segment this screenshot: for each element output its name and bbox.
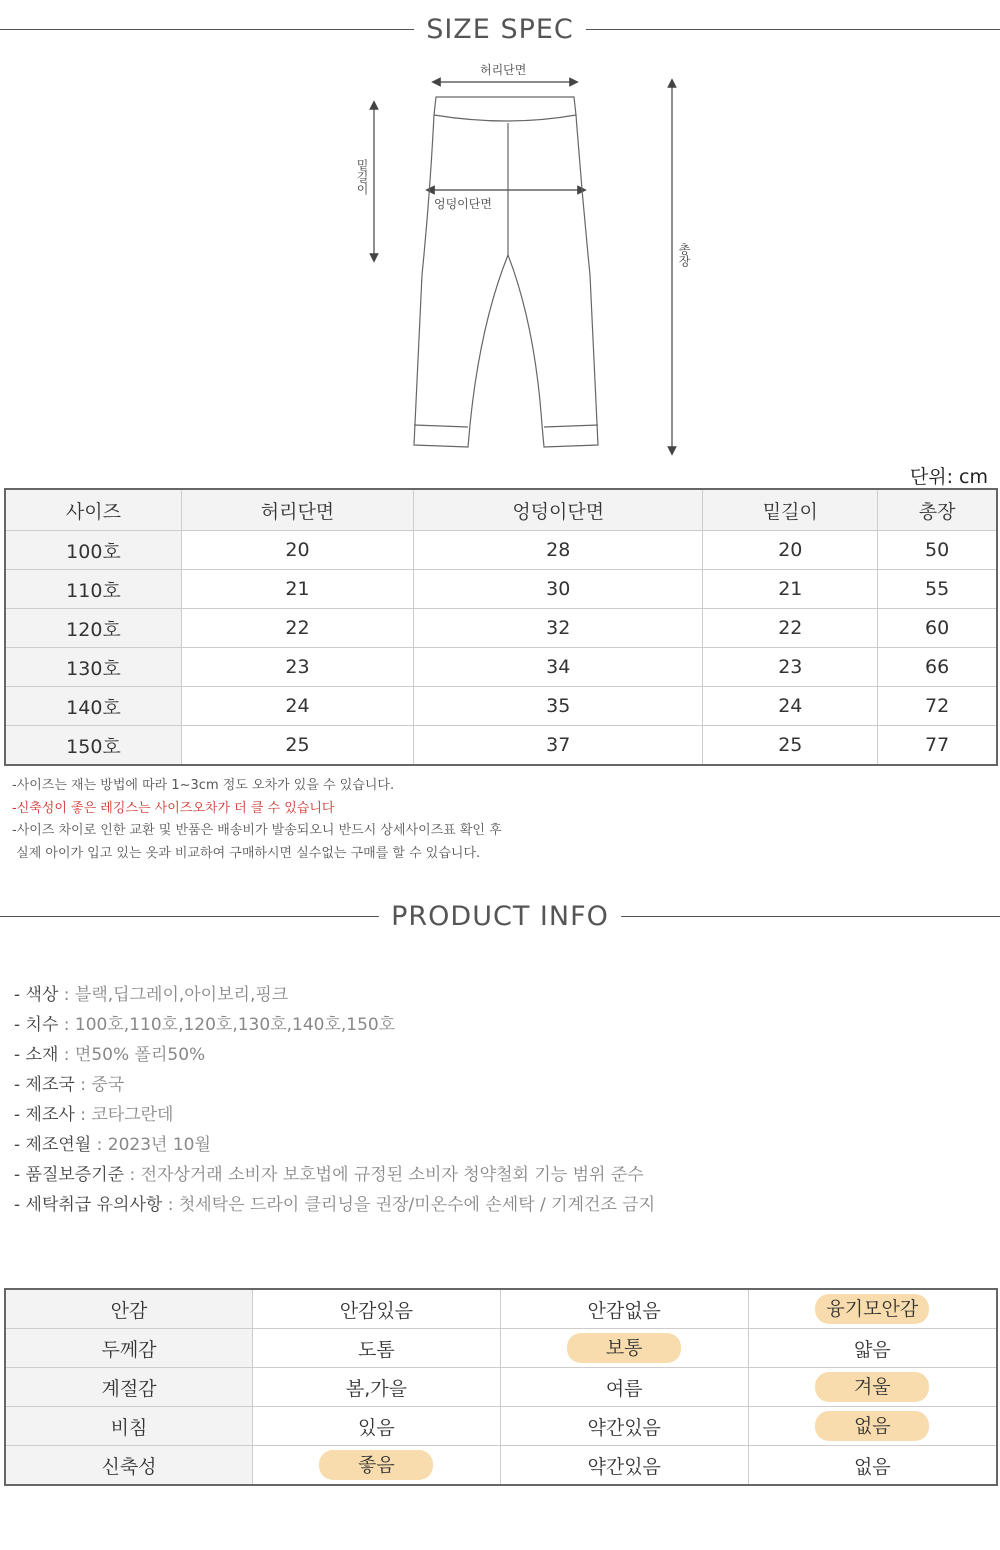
feature-option <box>500 1446 748 1486</box>
value-cell: 32 <box>414 609 703 648</box>
info-value: : 면50% 폴리50% <box>58 1045 206 1065</box>
option-text: 안감없음 <box>587 1299 661 1322</box>
value-cell: 66 <box>878 648 997 687</box>
header-cell: 엉덩이단면 <box>414 489 703 531</box>
note-line-warning: -신축성이 좋은 레깅스는 사이즈오차가 더 클 수 있습니다 <box>12 800 335 816</box>
waist-label: 허리단면 <box>480 63 527 77</box>
product-info-header <box>0 897 1000 937</box>
note-line: -사이즈는 재는 방법에 따라 1~3cm 정도 오차가 있을 수 있습니다. <box>12 778 395 793</box>
info-value: : 중국 <box>74 1075 125 1095</box>
feature-option <box>253 1289 501 1329</box>
unit-label: 단위: cm <box>909 466 988 488</box>
product-info-title: PRODUCT INFO <box>379 901 621 932</box>
size-table-header <box>5 489 997 531</box>
option-text: 봄,가을 <box>345 1377 407 1400</box>
info-item <box>14 980 655 1010</box>
info-item <box>14 1130 655 1160</box>
table-row <box>5 726 997 766</box>
value-cell: 55 <box>878 570 997 609</box>
value-cell: 28 <box>414 531 703 570</box>
info-item <box>14 1070 655 1100</box>
size-cell: 120호 <box>5 609 181 648</box>
option-text: 안감있음 <box>339 1299 414 1322</box>
feature-row <box>5 1329 997 1368</box>
feature-label: 비침 <box>5 1407 253 1446</box>
value-cell: 77 <box>878 726 997 766</box>
feature-option <box>748 1446 997 1486</box>
value-cell: 30 <box>414 570 703 609</box>
feature-row <box>5 1446 997 1486</box>
length-label: 총장 <box>677 243 691 267</box>
header-cell: 총장 <box>878 489 997 531</box>
feature-label: 신축성 <box>5 1446 253 1486</box>
info-key: - 제조연월 <box>14 1135 92 1155</box>
feature-label: 계절감 <box>5 1368 253 1407</box>
option-text: 약간있음 <box>587 1455 661 1478</box>
feature-option <box>500 1289 748 1329</box>
size-table <box>4 488 998 766</box>
value-cell: 22 <box>181 609 413 648</box>
info-item <box>14 1160 655 1190</box>
size-cell: 150호 <box>5 726 181 766</box>
size-notes <box>12 775 502 865</box>
feature-row <box>5 1289 997 1329</box>
option-text: 약간있음 <box>587 1416 661 1439</box>
hip-label: 엉덩이단면 <box>434 197 492 211</box>
value-cell: 72 <box>878 687 997 726</box>
feature-row <box>5 1368 997 1407</box>
info-key: - 제조국 <box>14 1075 75 1095</box>
feature-row <box>5 1407 997 1446</box>
info-value: : 첫세탁은 드라이 클리닝을 권장/미온수에 손세탁 / 기계건조 금지 <box>162 1195 656 1215</box>
info-key: - 제조사 <box>14 1105 75 1125</box>
option-text-selected: 겨울 <box>815 1372 929 1402</box>
value-cell: 34 <box>414 648 703 687</box>
feature-option <box>748 1329 997 1368</box>
feature-option <box>748 1368 997 1407</box>
value-cell: 20 <box>703 531 878 570</box>
value-cell: 24 <box>703 687 878 726</box>
value-cell: 50 <box>878 531 997 570</box>
size-cell: 140호 <box>5 687 181 726</box>
header-cell: 밑길이 <box>703 489 878 531</box>
info-value: : 전자상거래 소비자 보호법에 규정된 소비자 청약철회 기능 범위 준수 <box>124 1165 644 1185</box>
info-key: - 세탁취급 유의사항 <box>14 1195 163 1215</box>
value-cell: 25 <box>703 726 878 766</box>
value-cell: 24 <box>181 687 413 726</box>
option-text-selected: 융기모안감 <box>815 1294 929 1324</box>
value-cell: 22 <box>703 609 878 648</box>
info-item <box>14 1040 655 1070</box>
value-cell: 23 <box>181 648 413 687</box>
value-cell: 35 <box>414 687 703 726</box>
option-text: 도톰 <box>358 1338 395 1361</box>
feature-option <box>748 1407 997 1446</box>
table-row <box>5 648 997 687</box>
info-value: : 코타그란데 <box>74 1105 174 1125</box>
value-cell: 21 <box>703 570 878 609</box>
table-row <box>5 531 997 570</box>
feature-option <box>253 1329 501 1368</box>
option-text: 있음 <box>358 1416 395 1439</box>
info-item <box>14 1190 655 1220</box>
option-text-selected: 보통 <box>567 1333 681 1363</box>
info-key: - 색상 <box>14 985 59 1005</box>
feature-option <box>500 1329 748 1368</box>
note-line: -사이즈 차이로 인한 교환 및 반품은 배송비가 발송되오니 반드시 상세사이즈표 확인 후 <box>12 823 502 838</box>
size-cell: 130호 <box>5 648 181 687</box>
info-value: : 블랙,딥그레이,아이보리,핑크 <box>58 985 289 1005</box>
value-cell: 23 <box>703 648 878 687</box>
feature-option <box>253 1368 501 1407</box>
info-key: - 치수 <box>14 1015 59 1035</box>
table-row <box>5 570 997 609</box>
pants-diagram <box>330 55 730 465</box>
product-info-list <box>14 980 655 1220</box>
option-text: 없음 <box>853 1455 891 1478</box>
feature-option <box>253 1446 501 1486</box>
option-text: 얇음 <box>853 1338 891 1361</box>
option-text: 여름 <box>605 1377 643 1400</box>
value-cell: 20 <box>181 531 413 570</box>
rise-label: 밑길이 <box>355 159 369 195</box>
pants-illustration <box>330 55 730 465</box>
features-table <box>4 1288 998 1486</box>
table-row <box>5 609 997 648</box>
header-cell: 허리단면 <box>181 489 413 531</box>
info-key: - 소재 <box>14 1045 59 1065</box>
size-spec-header <box>0 10 1000 50</box>
info-item <box>14 1010 655 1040</box>
option-text-selected: 없음 <box>815 1411 929 1441</box>
value-cell: 25 <box>181 726 413 766</box>
feature-option <box>253 1407 501 1446</box>
feature-label: 두께감 <box>5 1329 253 1368</box>
info-value: : 100호,110호,120호,130호,140호,150호 <box>58 1015 396 1035</box>
size-cell: 110호 <box>5 570 181 609</box>
value-cell: 60 <box>878 609 997 648</box>
header-cell: 사이즈 <box>5 489 181 531</box>
feature-option <box>500 1368 748 1407</box>
note-line: 실제 아이가 입고 있는 옷과 비교하여 구매하시면 실수없는 구매를 할 수 있습니다. <box>12 845 481 861</box>
option-text-selected: 좋음 <box>319 1450 433 1480</box>
value-cell: 37 <box>414 726 703 766</box>
info-item <box>14 1100 655 1130</box>
feature-label: 안감 <box>5 1289 253 1329</box>
size-spec-title: SIZE SPEC <box>414 14 586 45</box>
info-key: - 품질보증기준 <box>14 1165 125 1185</box>
info-value: : 2023년 10월 <box>91 1135 211 1155</box>
size-cell: 100호 <box>5 531 181 570</box>
feature-option <box>500 1407 748 1446</box>
table-row <box>5 687 997 726</box>
value-cell: 21 <box>181 570 413 609</box>
feature-option <box>748 1289 997 1329</box>
